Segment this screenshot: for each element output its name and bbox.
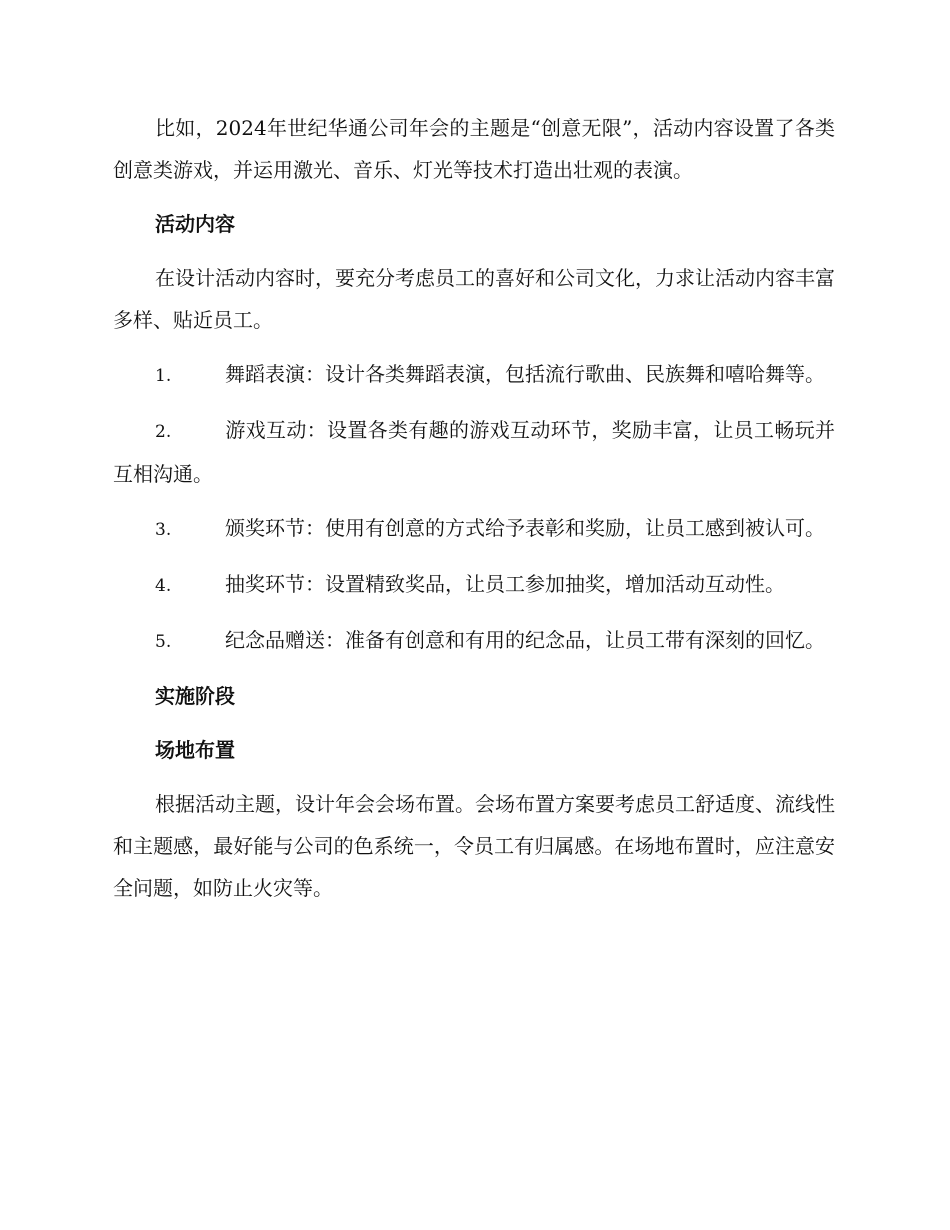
list-item-number: 1. [155,366,172,386]
list-item [113,619,835,663]
document-page [113,107,835,921]
list-item-number: 4. [155,576,172,596]
heading-venue-layout: 场地布置 [155,738,235,762]
activity-paragraph: 在设计活动内容时，要充分考虑员工的喜好和公司文化，力求让活动内容丰富多样、贴近员工。 [113,266,835,332]
list-item-number: 3. [155,520,172,540]
heading-implementation: 实施阶段 [155,684,235,708]
venue-paragraph: 根据活动主题，设计年会会场布置。会场布置方案要考虑员工舒适度、流线性和主题感，最好能与公司的色系统一，令员工有归属感。在场地布置时，应注意安全问题，如防止火灾等。 [113,792,835,900]
list-item-text: 抽奖环节：设置精致奖品，让员工参加抽奖，增加活动互动性。 [225,572,785,596]
list-item-text: 纪念品赠送：准备有创意和有用的纪念品，让员工带有深刻的回忆。 [225,628,825,652]
intro-paragraph: 比如，2024年世纪华通公司年会的主题是“创意无限”，活动内容设置了各类创意类游戏，并运用激光、音乐、灯光等技术打造出壮观的表演。 [113,116,835,182]
list-item-number: 2. [155,422,172,442]
list-item [113,563,835,607]
list-item [113,353,835,397]
list-item-number: 5. [155,632,172,652]
list-item-text: 舞蹈表演：设计各类舞蹈表演，包括流行歌曲、民族舞和嘻哈舞等。 [225,362,825,386]
list-item [113,507,835,551]
heading-activity-content: 活动内容 [155,212,235,236]
list-item [113,409,835,495]
list-item-text: 颁奖环节：使用有创意的方式给予表彰和奖励，让员工感到被认可。 [225,516,825,540]
list-item-text: 游戏互动：设置各类有趣的游戏互动环节，奖励丰富，让员工畅玩并互相沟通。 [113,418,835,486]
